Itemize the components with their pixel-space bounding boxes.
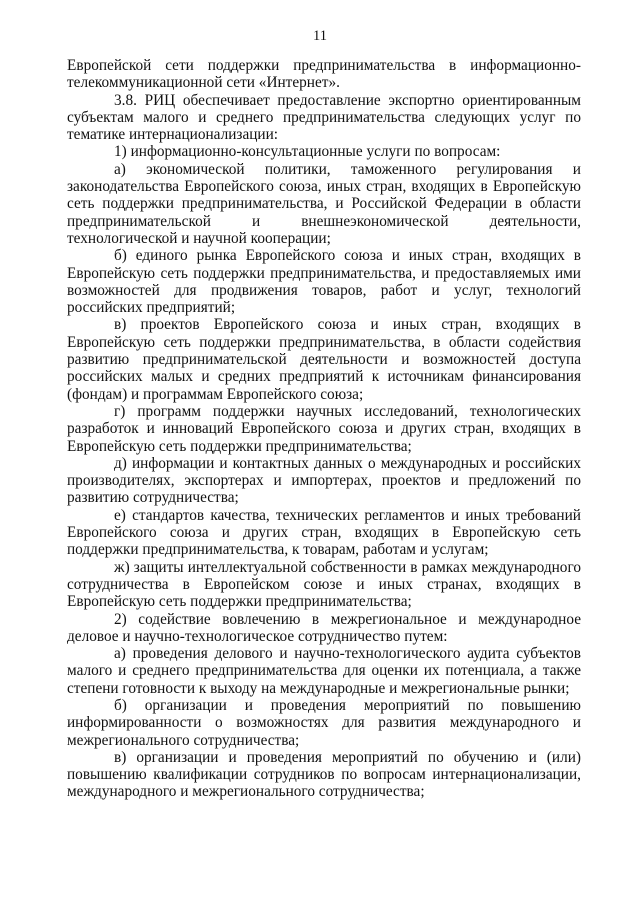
document-body [67,57,581,801]
paragraph: Европейской сети поддержки предпринимательства в информационно-телекоммуникационной сети «Интернет». [67,57,581,92]
paragraph: е) стандартов качества, технических регламентов и иных требований Европейского союза и других стран, входящих в Европейскую сеть поддержки предпринимательства, к товарам, работам и услугам; [67,506,581,559]
paragraph: в) организации и проведения мероприятий по обучению и (или) повышению квалификации сотрудников по вопросам интернационализации, международного и межрегионального сотрудничества; [67,748,581,801]
paragraph: б) единого рынка Европейского союза и иных стран, входящих в Европейскую сеть поддержки предпринимательства, и предоставляемых ими возможностей для продвижения товаров, работ и услуг, технологий российских предприятий; [67,247,581,317]
paragraph: б) организации и проведения мероприятий по повышению информированности о возможностях для развития международного и межрегионального сотрудничества; [67,696,581,749]
paragraph: 2) содействие вовлечению в межрегиональное и международное деловое и научно-технологическое сотрудничество путем: [67,610,581,645]
paragraph: 3.8. РИЦ обеспечивает предоставление экспортно ориентированным субъектам малого и среднего предпринимательства следующих услуг по тематике интернационализации: [67,91,581,144]
page-number: 11 [313,28,327,44]
paragraph: ж) защиты интеллектуальной собственности в рамках международного сотрудничества в Европейском союзе и иных странах, входящих в Европейскую сеть поддержки предпринимательства; [67,558,581,611]
paragraph: г) программ поддержки научных исследований, технологических разработок и инноваций Европейского союза и других стран, входящих в Европейскую сеть поддержки предпринимательства; [67,402,581,455]
paragraph: а) проведения делового и научно-технологического аудита субъектов малого и среднего предпринимательства для оценки их потенциала, а также степени готовности к выходу на международные и межрегиональные рынки; [67,645,581,697]
paragraph: д) информации и контактных данных о международных и российских производителях, экспортерах и импортерах, проектов и предложений по развитию сотрудничества; [67,454,581,507]
paragraph: в) проектов Европейского союза и иных стран, входящих в Европейскую сеть поддержки предпринимательства, в области содействия развитию предпринимательской деятельности и возможностей доступа российских малых и средних предприятий к источникам финансирования (фондам) и программам Европейского союза; [67,316,581,403]
paragraph: а) экономической политики, таможенного регулирования и законодательства Европейского союза, иных стран, входящих в Европейскую сеть поддержки предпринимательства, и Российской Федерации в области предпринимательской и внешнеэкономической деятельности, технологической и научной кооперации; [67,160,581,247]
paragraph: 1) информационно-консультационные услуги по вопросам: [114,143,501,161]
